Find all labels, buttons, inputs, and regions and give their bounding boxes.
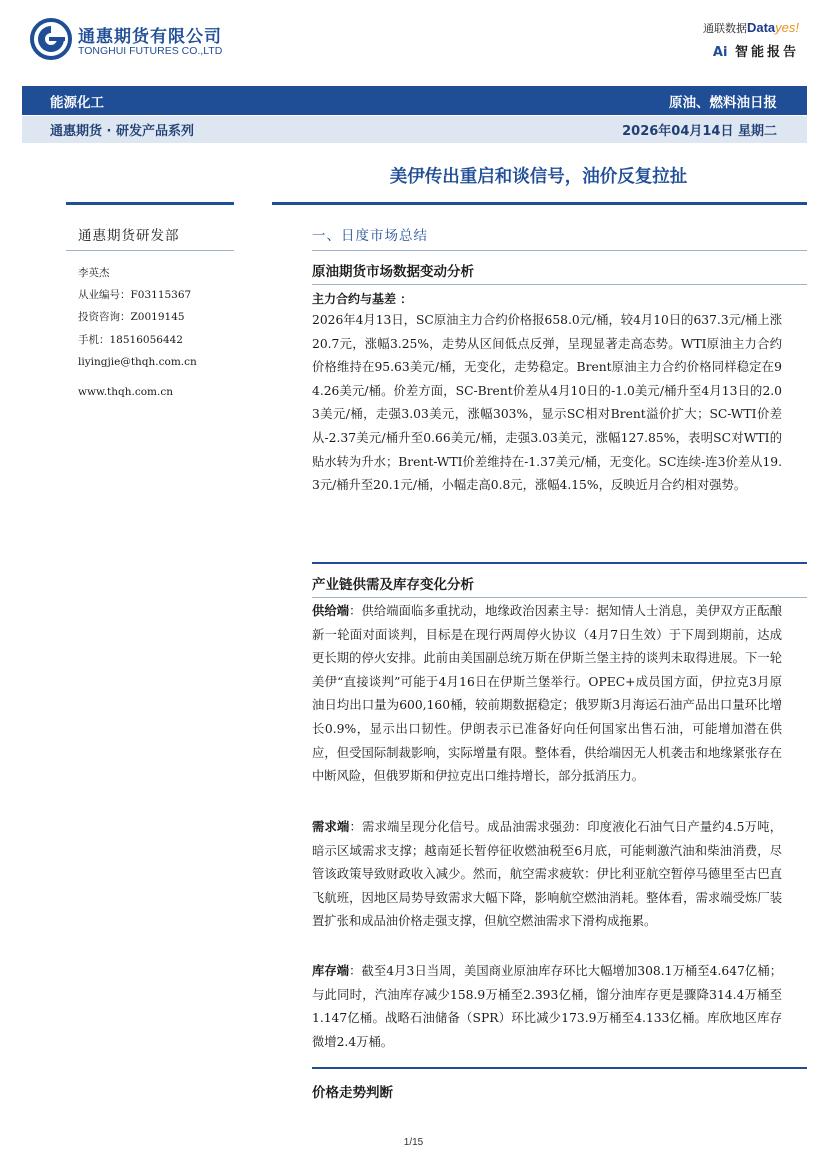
company-logo xyxy=(30,18,230,64)
inventory-label: 库存端 xyxy=(312,964,350,978)
subsection-title-supply-demand: 产业链供需及库存变化分析 xyxy=(312,577,474,593)
futures-paragraph: 2026年4月13日，SC原油主力合约价格报658.0元/桶，较4月10日的637.3元/桶上涨20.7元，涨幅3.25%，走势从区间低点反弹，呈现显著走高态势。WTI原油主力合约价格维持在95.63美元/桶，无变化，走势稳定。Brent原油主力合约价格同样稳定在94.26美元/桶。价差方面，SC-Brent价差从4月10日的-1.0美元/桶升至4月13日的2.03美元/桶，走强3.03美元，涨幅303%，显示SC相对Brent溢价扩大；SC-WTI价差从-2.37美元/桶升至0.66美元/桶，走强3.03美元，涨幅127.85%，表明SC对WTI的贴水转为升水；Brent-WTI价差维持在-1.37美元/桶，无变化。SC连续-连3价差从19.3元/桶升至20.1元/桶，小幅走高0.8元，涨幅4.15%，反映近月合约相对强势。 xyxy=(312,313,782,493)
brand-prefix: 通联数据 xyxy=(702,22,747,35)
supply-paragraph xyxy=(312,600,782,789)
author-consult-id: 投资咨询：Z0019145 xyxy=(78,311,185,324)
subsection-divider xyxy=(312,597,807,598)
series-label: 通惠期货 · 研发产品系列 xyxy=(50,124,194,139)
company-website: www.thqh.com.cn xyxy=(78,385,173,398)
section-heading: 一、日度市场总结 xyxy=(312,228,428,244)
category-label: 能源化工 xyxy=(50,94,104,111)
title-rule-right xyxy=(272,202,807,205)
datayes-brand xyxy=(599,20,799,64)
author-email: liyingjie@thqh.com.cn xyxy=(78,355,197,368)
author-name: 李英杰 xyxy=(78,267,110,279)
supply-label: 供给端 xyxy=(312,604,350,618)
subsection-divider-strong xyxy=(312,1067,807,1069)
subsection-title-price-trend: 价格走势判断 xyxy=(312,1085,393,1101)
basis-label: 主力合约与基差 ： xyxy=(312,292,413,306)
inventory-paragraph xyxy=(312,960,782,1054)
ai-report-label: 智能报告 xyxy=(734,45,799,60)
author-license: 从业编号：F03115367 xyxy=(78,289,192,302)
author-info xyxy=(78,262,238,403)
brand-yes: yes! xyxy=(775,20,799,35)
sidebar-dept: 通惠期货研发部 xyxy=(78,228,180,244)
section-divider xyxy=(312,250,807,251)
report-date: 2026年04月14日 星期二 xyxy=(622,124,777,139)
subsection-divider-strong xyxy=(312,562,807,564)
inventory-text: ：截至4月3日当周，美国商业原油库存环比大幅增加308.1万桶至4.647亿桶；与此同时，汽油库存减少158.9万桶至2.393亿桶，馏分油库存更是骤降314.4万桶至1.147亿桶。战略石油储备（SPR）环比减少173.9万桶至4.133亿桶。库欣地区库存微增2.4万桶。 xyxy=(312,964,782,1049)
brand-line xyxy=(599,20,799,36)
demand-paragraph xyxy=(312,816,782,934)
report-title: 美伊传出重启和谈信号，油价反复拉扯 xyxy=(389,167,688,187)
page-number: 1/15 xyxy=(403,1137,424,1148)
demand-label: 需求端 xyxy=(312,820,350,834)
author-phone: 手机：18516056442 xyxy=(78,333,183,346)
supply-text: ：供给端面临多重扰动，地缘政治因素主导：据知情人士消息，美伊双方正酝酿新一轮面对面谈判，目标是在现行两周停火协议（4月7日生效）于下周到期前，达成更长期的停火安排。此前由美国副总统万斯在伊斯兰堡主持的谈判未取得进展。下一轮美伊“直接谈判”可能于4月16日在伊斯兰堡举行。OPEC+成员国方面，伊拉克3月原油日均出口量为600,160桶，较前期数据稳定；俄罗斯3月海运石油产品出口量环比增长0.9%，显示出口韧性。伊朗表示已准备好向任何国家出售石油，可能增加潜在供应，但受国际制裁影响，实际增量有限。整体看，供给端因无人机袭击和地缘紧张存在中断风险，但俄罗斯和伊拉克出口维持增长，部分抵消压力。 xyxy=(312,604,782,784)
tonghui-logo-icon xyxy=(30,18,72,60)
company-name-cn: 通惠期货有限公司 xyxy=(78,27,222,47)
subsection-title-futures: 原油期货市场数据变动分析 xyxy=(312,264,474,280)
category-bar xyxy=(22,86,807,115)
report-type-label: 原油、燃料油日报 xyxy=(669,94,777,111)
ai-logo-text: Ai xyxy=(712,45,728,60)
title-rule-left xyxy=(66,202,234,205)
subsection-divider xyxy=(312,284,807,285)
series-bar xyxy=(22,116,807,143)
demand-text: ：需求端呈现分化信号。成品油需求强劲：印度液化石油气日产量约4.5万吨，暗示区域需求支撑；越南延长暂停征收燃油税至6月底，可能刺激汽油和柴油消费，尽管该政策导致财政收入减少。然而，航空需求疲软：伊比利亚航空暂停马德里至古巴直飞航班，因地区局势导致需求大幅下降，影响航空燃油消耗。整体看，需求端受炼厂装置扩张和成品油价格走强支撑，但航空燃油需求下滑构成拖累。 xyxy=(312,820,782,929)
sidebar-divider xyxy=(66,250,234,251)
company-name-en: TONGHUI FUTURES CO.,LTD xyxy=(78,45,223,57)
brand-data: Data xyxy=(746,20,776,35)
ai-report-line xyxy=(599,41,799,60)
